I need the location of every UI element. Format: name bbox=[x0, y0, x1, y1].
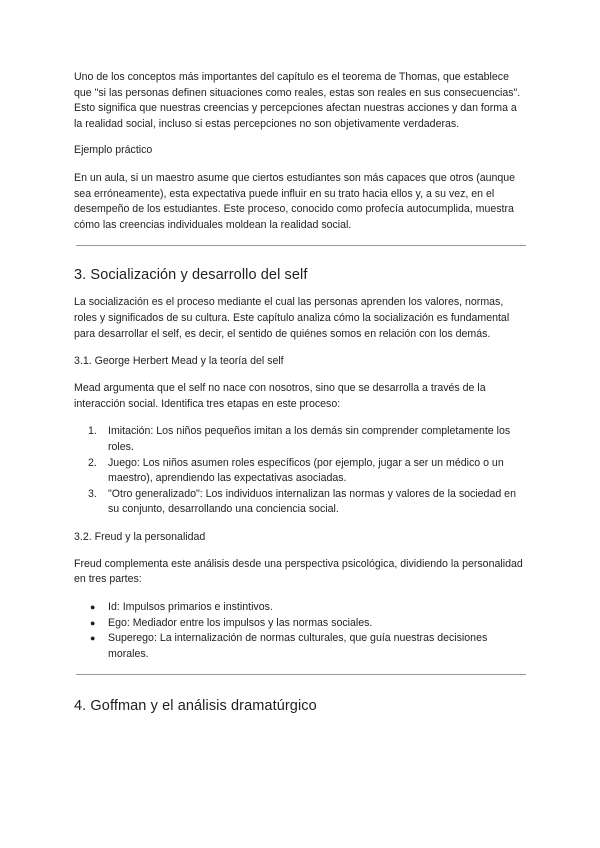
section-divider bbox=[76, 674, 526, 675]
list-item-text: Superego: La internalización de normas culturales, que guía nuestras decisiones morales. bbox=[108, 632, 488, 660]
list-marker: 3. bbox=[88, 487, 97, 500]
list-item bbox=[74, 424, 526, 455]
list-item-text: Imitación: Los niños pequeños imitan a los demás sin comprender completamente los roles. bbox=[108, 425, 511, 453]
freud-parts-list bbox=[74, 600, 526, 662]
bullet-icon: ● bbox=[90, 633, 96, 644]
subsection-3-2-paragraph: Freud complementa este análisis desde una perspectiva psicológica, dividiendo la personalidad en tres partes: bbox=[74, 557, 523, 586]
list-item-text: Id: Impulsos primarios e instintivos. bbox=[108, 601, 273, 614]
list-marker: 1. bbox=[88, 425, 97, 438]
list-item bbox=[74, 631, 526, 662]
list-item bbox=[74, 487, 526, 518]
section-3-heading: 3. Socialización y desarrollo del self bbox=[74, 267, 308, 284]
subsection-3-1-heading: 3.1. George Herbert Mead y la teoría del self bbox=[74, 355, 284, 368]
list-item-text: "Otro generalizado": Los individuos internalizan las normas y valores de la sociedad en su conjunto, desarrollando una conciencia social. bbox=[108, 487, 516, 516]
section-divider bbox=[76, 245, 526, 246]
example-label: Ejemplo práctico bbox=[74, 144, 153, 157]
section-3-intro: La socialización es el proceso mediante el cual las personas aprenden los valores, normas, roles y significados de su cultura. Este capítulo analiza cómo la socialización es fundamental para desarrollar el self, es decir, el sentido de quiénes somos en relación con los demás. bbox=[74, 296, 510, 340]
mead-stages-list bbox=[74, 424, 526, 518]
bullet-icon: ● bbox=[90, 617, 96, 628]
example-paragraph: En un aula, si un maestro asume que ciertos estudiantes son más capaces que otros (aunque sea erróneamente), esta expectativa puede influir en su trato hacia ellos y, a su vez, en el desempeño de los estudiantes. Este proceso, conocido como profecía autocumplida, muestra cómo las creencias individuales moldean la realidad social. bbox=[74, 171, 516, 231]
bullet-icon: ● bbox=[90, 602, 96, 613]
list-item-text: Juego: Los niños asumen roles específicos (por ejemplo, jugar a ser un médico o un maestro), aprendiendo las expectativas asociadas. bbox=[108, 456, 504, 485]
subsection-3-2-heading: 3.2. Freud y la personalidad bbox=[74, 530, 206, 543]
list-item bbox=[74, 600, 526, 616]
list-item bbox=[74, 456, 526, 487]
list-item bbox=[74, 616, 526, 632]
list-item-text: Ego: Mediador entre los impulsos y las normas sociales. bbox=[108, 616, 373, 629]
list-marker: 2. bbox=[88, 456, 97, 469]
subsection-3-1-paragraph: Mead argumenta que el self no nace con nosotros, sino que se desarrolla a través de la interacción social. Identifica tres etapas en este proceso: bbox=[74, 382, 486, 410]
section-4-heading: 4. Goffman y el análisis dramatúrgico bbox=[74, 698, 317, 715]
intro-paragraph: Uno de los conceptos más importantes del capítulo es el teorema de Thomas, que establece que "si las personas definen situaciones como reales, estas son reales en sus consecuencias". Esto significa que nuestras creencias y percepciones afectan nuestras acciones y dan forma a la realidad social, incluso si estas percepciones no son objetivamente verdaderas. bbox=[74, 71, 521, 130]
